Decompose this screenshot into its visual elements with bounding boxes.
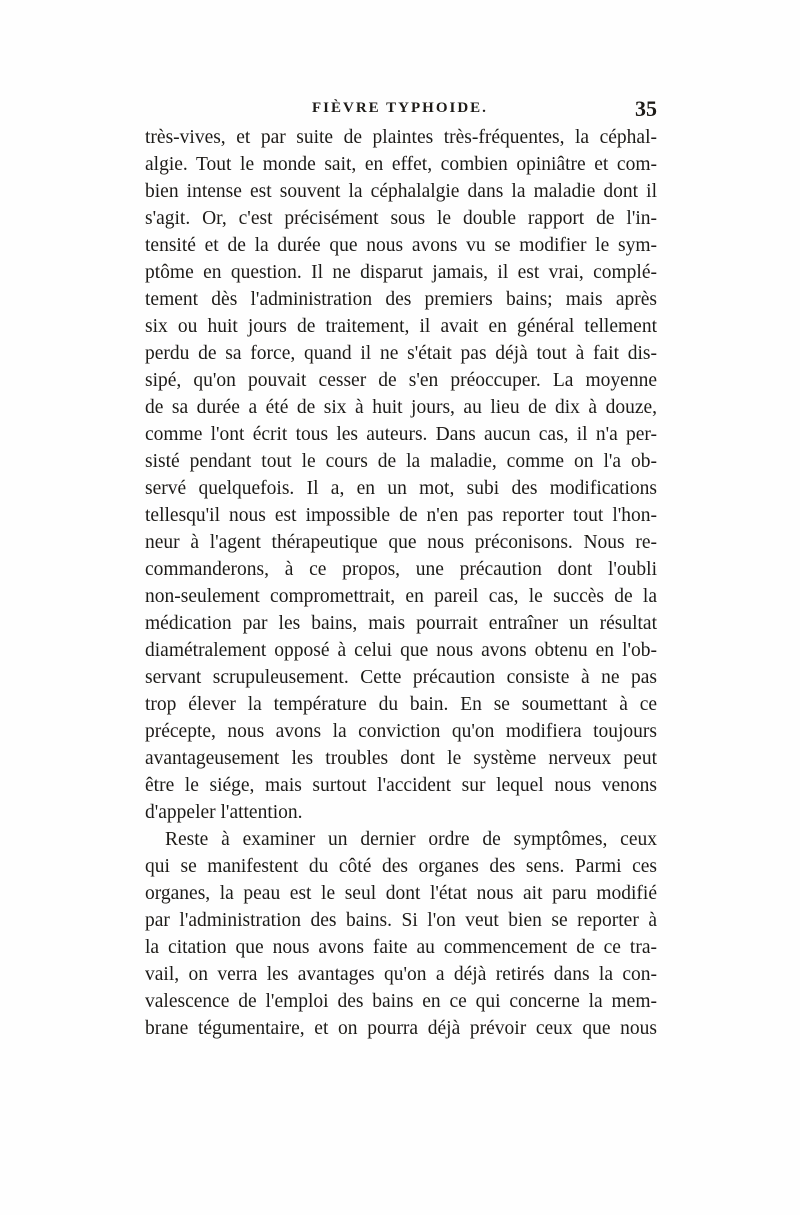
text-line: non-seulement compromettrait, en pareil cas, le succès de la [145, 586, 657, 607]
text-line: vail, on verra les avantages qu'on a déjà retirés dans la con- [145, 964, 657, 985]
text-line: ptôme en question. Il ne disparut jamais, il est vrai, complé- [145, 262, 657, 283]
paragraph-start-line: Reste à examiner un dernier ordre de symptômes, ceux [165, 829, 657, 850]
text-line: organes, la peau est le seul dont l'état nous ait paru modifié [145, 883, 657, 904]
text-line: bien intense est souvent la céphalalgie dans la maladie dont il [145, 181, 657, 202]
text-line: servant scrupuleusement. Cette précaution consiste à ne pas [145, 667, 657, 688]
text-line: tellesqu'il nous est impossible de n'en pas reporter tout l'hon- [145, 505, 657, 526]
page-number: 35 [635, 96, 657, 121]
running-head [145, 98, 657, 124]
text-line: tement dès l'administration des premiers bains; mais après [145, 289, 657, 310]
text-line: valescence de l'emploi des bains en ce qui concerne la mem- [145, 991, 657, 1012]
paragraph-end-line: d'appeler l'attention. [145, 802, 303, 823]
text-line: précepte, nous avons la conviction qu'on modifiera toujours [145, 721, 657, 742]
text-line: six ou huit jours de traitement, il avait en général tellement [145, 316, 657, 337]
text-line: s'agit. Or, c'est précisément sous le double rapport de l'in- [145, 208, 657, 229]
text-line: comme l'ont écrit tous les auteurs. Dans aucun cas, il n'a per- [145, 424, 657, 445]
text-line: avantageusement les troubles dont le système nerveux peut [145, 748, 657, 769]
text-line: algie. Tout le monde sait, en effet, combien opiniâtre et com- [145, 154, 657, 175]
text-line: neur à l'agent thérapeutique que nous préconisons. Nous re- [145, 532, 657, 553]
text-line: la citation que nous avons faite au commencement de ce tra- [145, 937, 657, 958]
text-line: perdu de sa force, quand il ne s'était pas déjà tout à fait dis- [145, 343, 657, 364]
text-line: sisté pendant tout le cours de la maladie, comme on l'a ob- [145, 451, 657, 472]
text-line: qui se manifestent du côté des organes des sens. Parmi ces [145, 856, 657, 877]
body-text [145, 124, 657, 1042]
text-line: diamétralement opposé à celui que nous avons obtenu en l'ob- [145, 640, 657, 661]
text-line: médication par les bains, mais pourrait entraîner un résultat [145, 613, 657, 634]
running-title: FIÈVRE TYPHOIDE. [312, 100, 488, 116]
text-line: de sa durée a été de six à huit jours, au lieu de dix à douze, [145, 397, 657, 418]
text-line: sipé, qu'on pouvait cesser de s'en préoccuper. La moyenne [145, 370, 657, 391]
text-line: commanderons, à ce propos, une précaution dont l'oubli [145, 559, 657, 580]
text-line: servé quelquefois. Il a, en un mot, subi des modifications [145, 478, 657, 499]
text-line: être le siége, mais surtout l'accident sur lequel nous venons [145, 775, 657, 796]
text-line: brane tégumentaire, et on pourra déjà prévoir ceux que nous [145, 1018, 657, 1039]
text-line: par l'administration des bains. Si l'on veut bien se reporter à [145, 910, 657, 931]
text-line: très-vives, et par suite de plaintes très-fréquentes, la céphal- [145, 127, 657, 148]
text-line: trop élever la température du bain. En se soumettant à ce [145, 694, 657, 715]
text-line: tensité et de la durée que nous avons vu se modifier le sym- [145, 235, 657, 256]
